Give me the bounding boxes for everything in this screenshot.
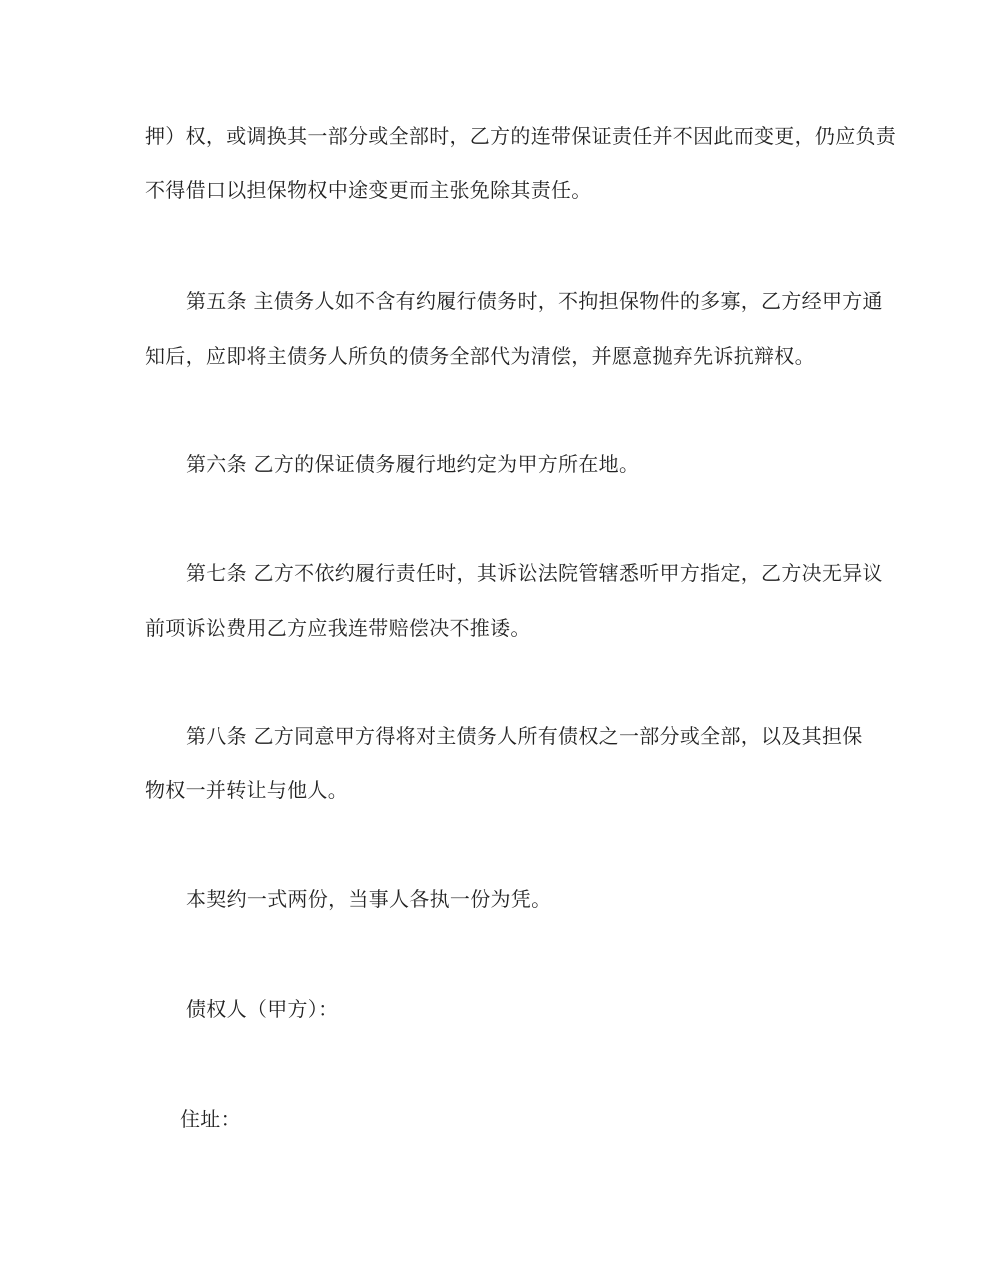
copies-statement: 本契约一式两份，当事人各执一份为凭。 (186, 887, 552, 911)
paragraph-line: 押）权，或调换其一部分或全部时，乙方的连带保证责任并不因此而变更，仍应负责 (145, 124, 897, 148)
address-label: 住址： (180, 1107, 241, 1131)
paragraph-line: 知后，应即将主债务人所负的债务全部代为清偿，并愿意抛弃先诉抗辩权。 (145, 344, 815, 368)
article-8-line: 第八条 乙方同意甲方得将对主债务人所有债权之一部分或全部，以及其担保 (186, 724, 863, 748)
article-6-line: 第六条 乙方的保证债务履行地约定为甲方所在地。 (186, 452, 640, 476)
creditor-label: 债权人（甲方）： (186, 997, 339, 1021)
article-7-line: 第七条 乙方不依约履行责任时，其诉讼法院管辖悉听甲方指定，乙方决无异议 (186, 561, 883, 585)
paragraph-line: 前项诉讼费用乙方应我连带赔偿决不推诿。 (145, 616, 531, 640)
article-5-line: 第五条 主债务人如不含有约履行债务时，不拘担保物件的多寡，乙方经甲方通 (186, 289, 883, 313)
paragraph-line: 物权一并转让与他人。 (145, 778, 348, 802)
paragraph-line: 不得借口以担保物权中途变更而主张免除其责任。 (145, 178, 592, 202)
